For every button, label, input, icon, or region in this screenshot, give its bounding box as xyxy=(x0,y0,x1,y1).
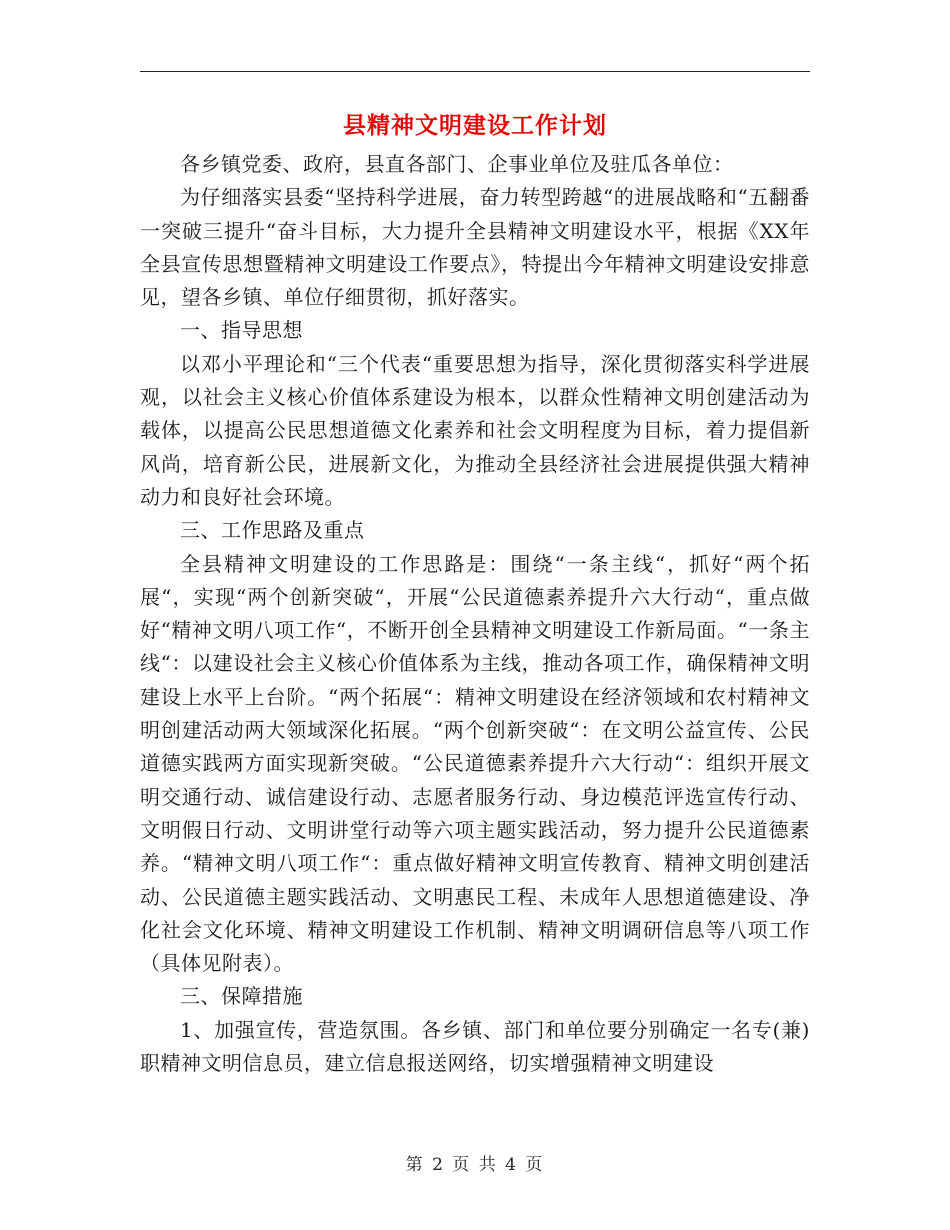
guiding-thought-paragraph: 以邓小平理论和“三个代表“重要思想为指导，深化贯彻落实科学进展观，以社会主义核心价值体系建设为根本，以群众性精神文明创建活动为载体，以提高公民思想道德文化素养和社会文明程度为目标，着力提倡新风尚，培育新公民，进展新文化，为推动全县经济社会进展提供强大精神动力和良好社会环境。 xyxy=(140,351,810,509)
salutation-paragraph: 各乡镇党委、政府，县直各部门、企事业单位及驻瓜各单位： xyxy=(180,152,734,176)
document-title: 县精神文明建设工作计划 xyxy=(343,112,607,139)
section-heading-guiding-thought: 一、指导思想 xyxy=(180,318,303,343)
safeguards-paragraph: 1、加强宣传，营造氛围。各乡镇、部门和单位要分别确定一名专(兼)职精神文明信息员，建立信息报送网络，切实增强精神文明建设 xyxy=(140,1017,810,1076)
section-heading-safeguards: 三、保障措施 xyxy=(180,984,303,1009)
document-body xyxy=(140,148,810,1080)
header-rule xyxy=(140,71,810,72)
page-number-footer: 第 2 页 共 4 页 xyxy=(405,1155,545,1175)
intro-paragraph: 为仔细落实县委“坚持科学进展，奋力转型跨越“的进展战略和“五翻番一突破三提升“奋斗目标，大力提升全县精神文明建设水平，根据《XX年全县宣传思想暨精神文明建设工作要点》，特提出今年精神文明建设安排意见，望各乡镇、单位仔细贯彻，抓好落实。 xyxy=(140,185,810,310)
section-heading-work-focus: 三、工作思路及重点 xyxy=(180,518,365,543)
work-focus-paragraph: 全县精神文明建设的工作思路是：围绕“一条主线“，抓好“两个拓展“，实现“两个创新突破“，开展“公民道德素养提升六大行动“，重点做好“精神文明八项工作“，不断开创全县精神文明建设工作新局面。“一条主线“：以建设社会主义核心价值体系为主线，推动各项工作，确保精神文明建设上水平上台阶。“两个拓展“：精神文明建设在经济领域和农村精神文明创建活动两大领域深化拓展。“两个创新突破“：在文明公益宣传、公民道德实践两方面实现新突破。“公民道德素养提升六大行动“：组织开展文明交通行动、诚信建设行动、志愿者服务行动、身边模范评选宣传行动、文明假日行动、文明讲堂行动等六项主题实践活动，努力提升公民道德素养。“精神文明八项工作“：重点做好精神文明宣传教育、精神文明创建活动、公民道德主题实践活动、文明惠民工程、未成年人思想道德建设、净化社会文化环境、精神文明建设工作机制、精神文明调研信息等八项工作（具体见附表）。 xyxy=(140,551,810,976)
